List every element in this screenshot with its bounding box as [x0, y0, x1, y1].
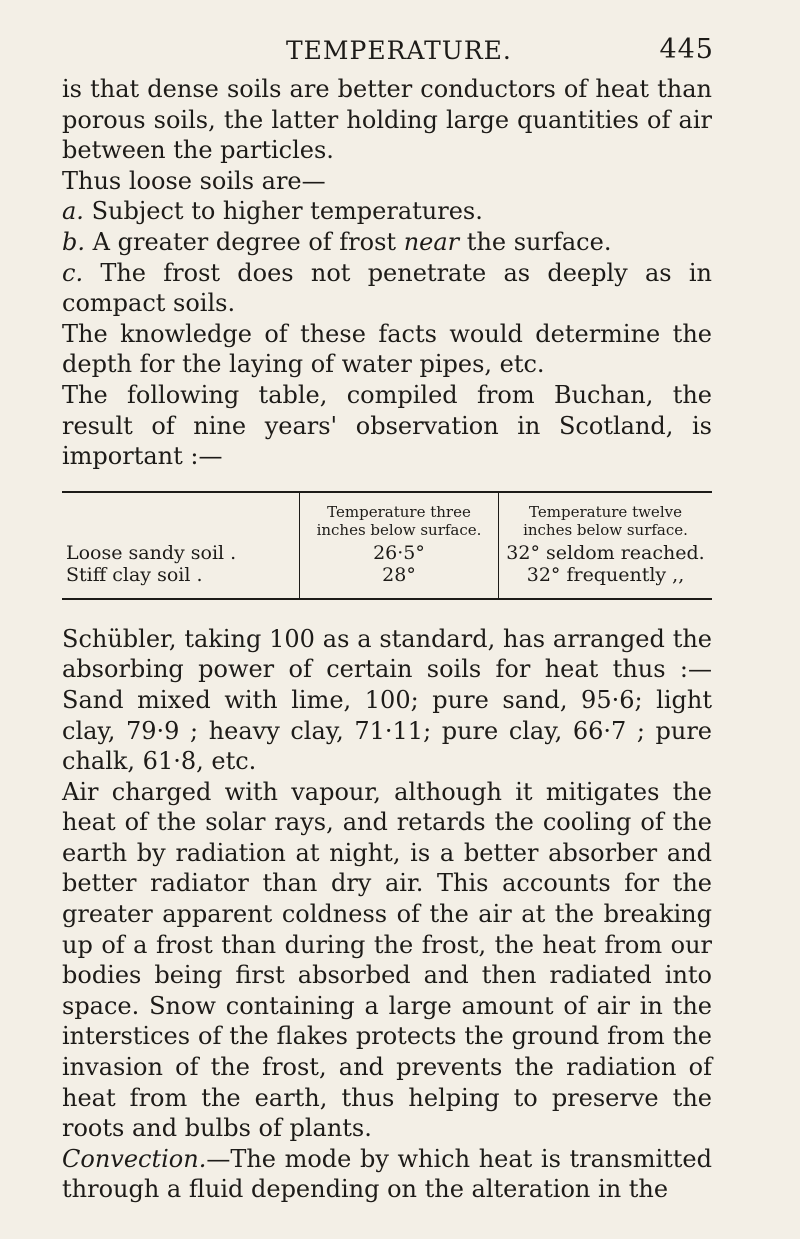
table-row	[62, 542, 712, 564]
section-run-in-heading: Convection.	[62, 1144, 207, 1173]
item-c-label: c.	[62, 258, 84, 287]
paragraph-6: Air charged with vapour, although it mitigates the heat of the solar rays, and retards the cooling of the earth by radiation at night, is a better absorber and better radiator than dry air. This accounts for the greater apparent coldness of the air at the breaking up of a frost than during the frost, the heat from our bodies being first absorbed and then radiated into space. Snow containing a large amount of air in the interstices of the flakes protects the ground from the invasion of the frost, and prevents the radiation of heat from the earth, thus helping to preserve the roots and bulbs of plants.	[62, 777, 712, 1143]
item-b-label: b.	[62, 227, 85, 256]
list-item-a	[62, 196, 712, 227]
table-header-cell: Temperature twelve inches below surface.	[499, 492, 713, 542]
table-cell: Stiff clay soil .	[66, 563, 203, 586]
item-a-label: a.	[62, 197, 84, 226]
paragraph-3: The knowledge of these facts would determine the depth for the laying of water pipes, etc.	[62, 319, 712, 379]
item-b-emphasis: near	[403, 227, 460, 256]
item-c-text: The frost does not penetrate as deeply as in compact soils.	[62, 258, 712, 318]
paragraph-7	[62, 1144, 712, 1205]
table-header-row	[62, 492, 712, 542]
paragraph-7-text: —The mode by which heat is transmitted through a fluid depending on the alteration in the	[62, 1144, 712, 1204]
temperature-table	[62, 491, 712, 600]
book-page	[62, 30, 712, 1205]
table-cell: 28°	[300, 564, 499, 599]
table-cell: 26·5°	[300, 542, 499, 564]
table-cell: 32° frequently ,,	[499, 564, 713, 599]
paragraph-5: Schübler, taking 100 as a standard, has arranged the absorbing power of certain soils for heat thus :—Sand mixed with lime, 100; pure sand, 95·6; light clay, 79·9 ; heavy clay, 71·11; pure clay, 66·7 ; pure chalk, 61·8, etc.	[62, 624, 712, 776]
running-title: TEMPERATURE.	[286, 36, 512, 65]
page-number: 445	[659, 34, 714, 65]
running-head	[62, 30, 712, 74]
temperature-table-wrap	[62, 491, 712, 600]
table-header-cell: Temperature three inches below surface.	[300, 492, 499, 542]
paragraph-1: is that dense soils are better conductors of heat than porous soils, the latter holding large quantities of air between the particles.	[62, 75, 712, 165]
paragraph-4: The following table, compiled from Buchan, the result of nine years' observation in Scotland, is important :—	[62, 380, 712, 471]
item-a-text: Subject to higher temperatures.	[91, 197, 483, 226]
list-item-c	[62, 258, 712, 319]
item-b-text-post: the surface.	[466, 227, 612, 256]
table-row	[62, 564, 712, 599]
table-cell: Loose sandy soil .	[66, 541, 237, 564]
table-header-cell	[62, 492, 300, 542]
table-cell: 32° seldom reached.	[499, 542, 713, 564]
paragraph-2: Thus loose soils are—	[62, 166, 326, 195]
list-item-b	[62, 227, 712, 258]
item-b-text-pre: A greater degree of frost	[92, 227, 397, 256]
